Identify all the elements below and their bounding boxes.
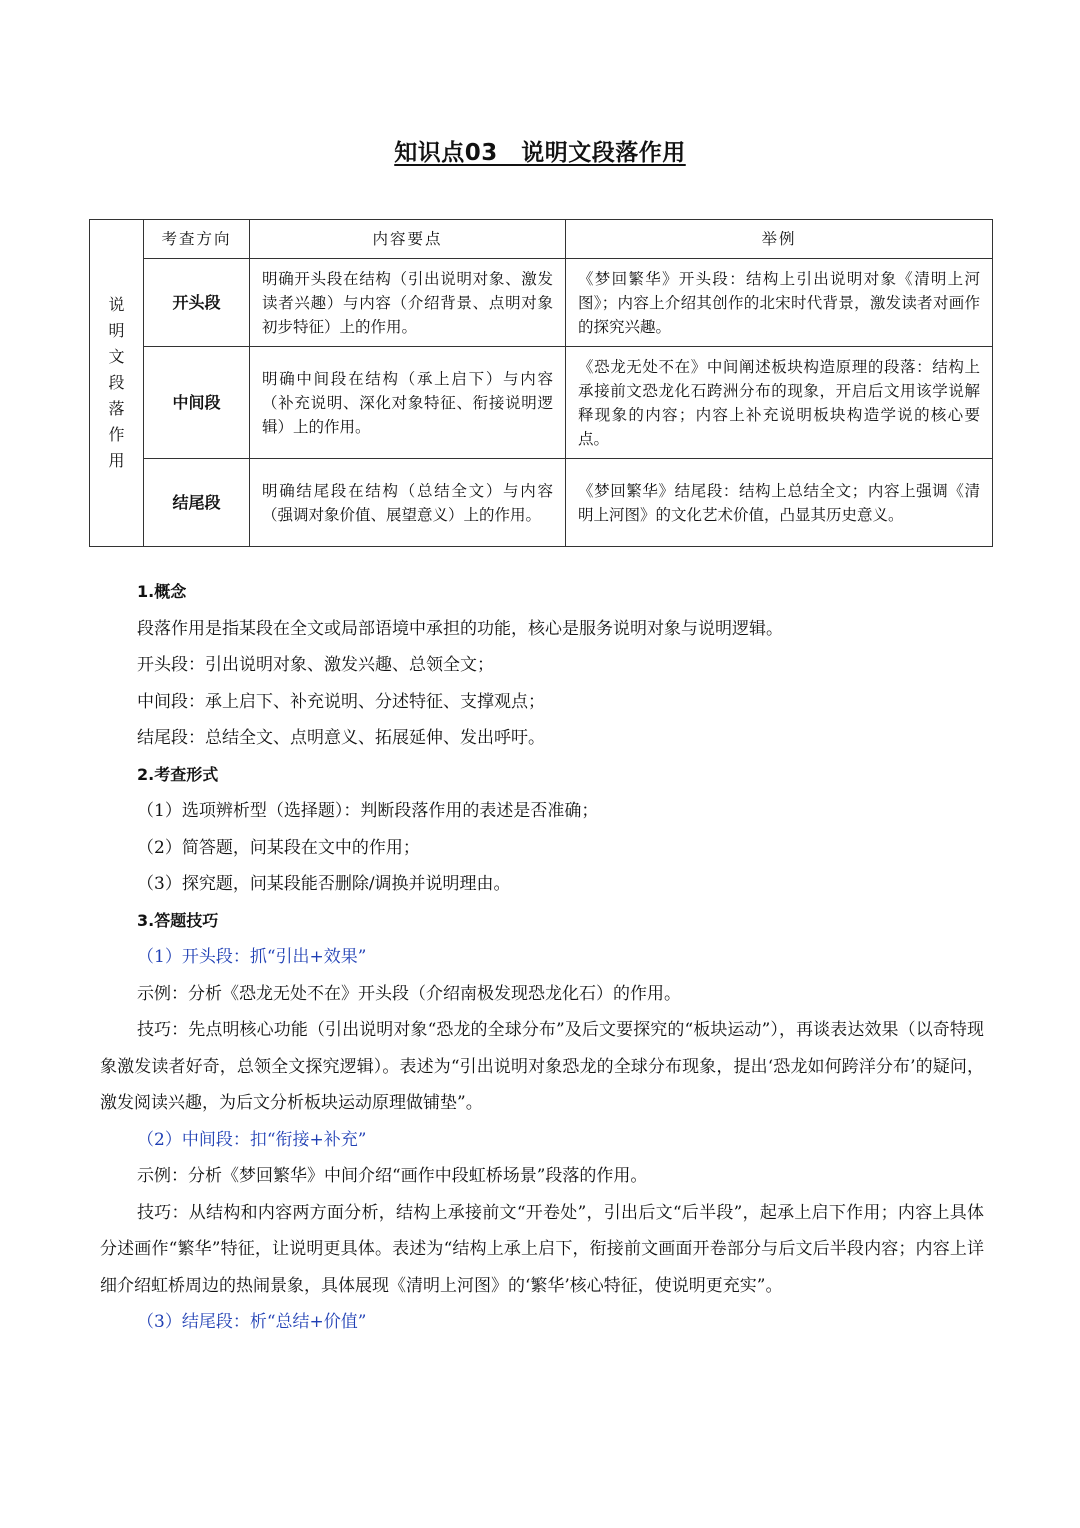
content-point: 明确结尾段在结构（总结全文）与内容（强调对象价值、展望意义）上的作用。: [250, 459, 566, 547]
row-label: 中间段: [144, 347, 250, 459]
section-heading: 2.考查形式: [137, 764, 219, 784]
row-label: 开头段: [144, 259, 250, 347]
example-paragraph: 示例：分析《恐龙无处不在》开头段（介绍南极发现恐龙化石）的作用。: [137, 983, 681, 1004]
paragraph: 段落作用是指某段在全文或局部语境中承担的功能，核心是服务说明对象与说明逻辑。: [137, 618, 783, 639]
table-row: [90, 459, 993, 547]
paragraph: 开头段：引出说明对象、激发兴趣、总领全文；: [137, 655, 494, 675]
paragraph: 结尾段：总结全文、点明意义、拓展延伸、发出呼吁。: [137, 728, 545, 748]
example-text: 《梦回繁华》结尾段：结构上总结全文；内容上强调《清明上河图》的文化艺术价值，凸显其历史意义。: [566, 459, 993, 547]
paragraph: （1）选项辨析型（选择题）：判断段落作用的表述是否准确；: [137, 801, 599, 821]
column-header: 举例: [566, 220, 993, 259]
example-text: 《梦回繁华》开头段：结构上引出说明对象《清明上河图》；内容上介绍其创作的北宋时代背景，激发读者对画作的探究兴趣。: [566, 259, 993, 347]
tip-paragraph: 技巧：先点明核心功能（引出说明对象“恐龙的全球分布”及后文要探究的“板块运动”），再谈表达效果（以奇特现象激发读者好奇，总领全文探究逻辑）。表述为“引出说明对象恐龙的全球分布现象，提出‘恐龙如何跨洋分布’的疑问，激发阅读兴趣，为后文分析板块运动原理做铺垫”。: [100, 1020, 984, 1113]
paragraph: （3）探究题，问某段能否删除/调换并说明理由。: [137, 874, 511, 894]
column-header: 内容要点: [250, 220, 566, 259]
example-text: 《恐龙无处不在》中间阐述板块构造原理的段落：结构上承接前文恐龙化石跨洲分布的现象，开启后文用该学说解释现象的内容；内容上补充说明板块构造学说的核心要点。: [566, 347, 993, 459]
document-body: [100, 574, 984, 1341]
table-row: [90, 259, 993, 347]
column-header: 考查方向: [144, 220, 250, 259]
paragraph: 中间段：承上启下、补充说明、分述特征、支撑观点；: [137, 691, 545, 712]
content-point: 明确开头段在结构（引出说明对象、激发读者兴趣）与内容（介绍背景、点明对象初步特征）上的作用。: [250, 259, 566, 347]
subheading-middle: （2）中间段：扣“衔接+补充”: [137, 1129, 367, 1150]
row-label: 结尾段: [144, 459, 250, 547]
table-header-row: [90, 220, 993, 259]
example-paragraph: 示例：分析《梦回繁华》中间介绍“画作中段虹桥场景”段落的作用。: [137, 1166, 648, 1186]
table-side-label: 说明文段落作用: [90, 220, 144, 547]
subheading-ending: （3）结尾段：析“总结+价值”: [137, 1312, 367, 1332]
table-row: [90, 347, 993, 459]
section-heading: 3.答题技巧: [137, 910, 219, 930]
section-heading: 1.概念: [137, 582, 187, 601]
page-title: 知识点03 说明文段落作用: [394, 140, 686, 166]
knowledge-table: [89, 219, 993, 547]
content-point: 明确中间段在结构（承上启下）与内容（补充说明、深化对象特征、衔接说明逻辑）上的作用。: [250, 347, 566, 459]
subheading-opening: （1）开头段：抓“引出+效果”: [137, 947, 367, 967]
tip-paragraph: 技巧：从结构和内容两方面分析，结构上承接前文“开卷处”，引出后文“后半段”，起承上启下作用；内容上具体分述画作“繁华”特征，让说明更具体。表述为“结构上承上启下，衔接前文画面开卷部分与后文后半段内容；内容上详细介绍虹桥周边的热闹景象，具体展现《清明上河图》的‘繁华’核心特征，使说明更充实”。: [100, 1202, 984, 1296]
paragraph: （2）简答题，问某段在文中的作用；: [137, 837, 420, 858]
